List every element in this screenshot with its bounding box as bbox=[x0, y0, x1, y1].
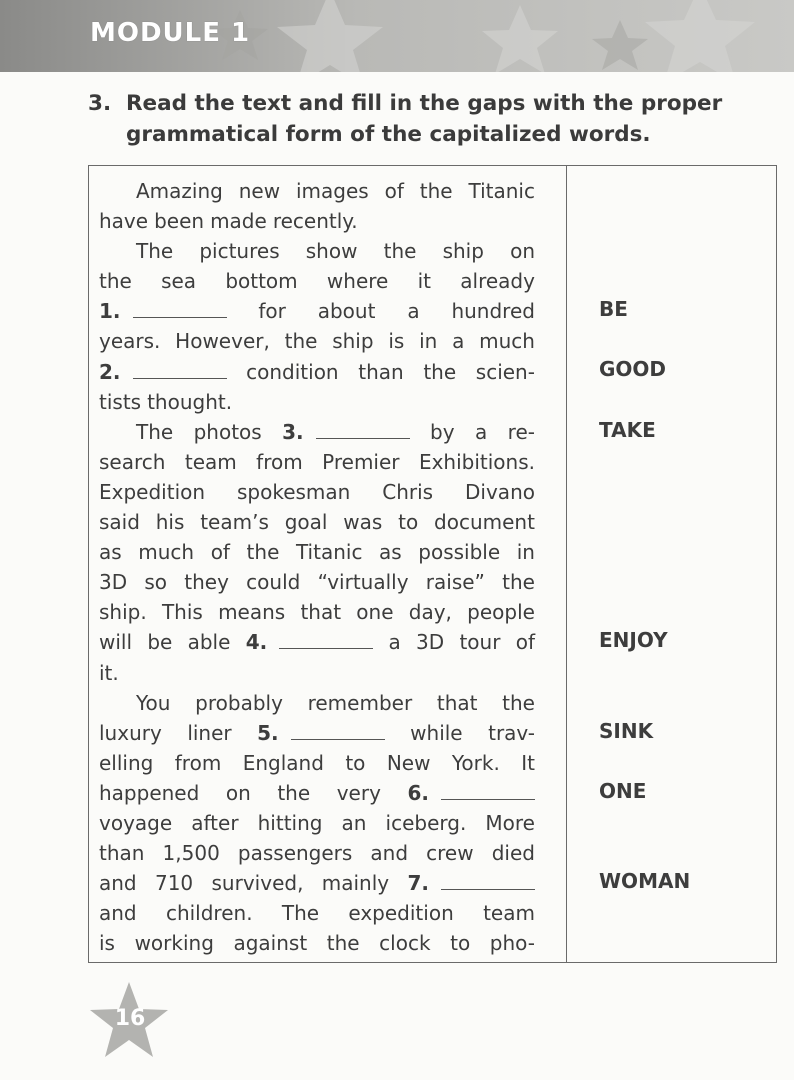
word: is bbox=[99, 931, 115, 956]
word: in bbox=[419, 329, 438, 354]
passage-line bbox=[99, 296, 535, 326]
keyword-good: GOOD bbox=[599, 357, 667, 381]
word: crew bbox=[426, 841, 474, 866]
word: much bbox=[138, 540, 195, 565]
word: on bbox=[225, 780, 251, 805]
word: ship. bbox=[99, 600, 147, 625]
word: ship bbox=[332, 329, 374, 354]
word: scien- bbox=[475, 359, 535, 384]
word: More bbox=[485, 810, 535, 835]
word: voyage bbox=[99, 810, 173, 835]
module-header bbox=[0, 0, 794, 72]
word: a bbox=[452, 329, 465, 354]
word: condition bbox=[246, 359, 339, 384]
word: You bbox=[136, 690, 171, 715]
word: It bbox=[521, 750, 535, 775]
word: bottom bbox=[225, 269, 298, 294]
word: where bbox=[326, 269, 389, 294]
gap-number: 5. bbox=[257, 720, 279, 745]
word: after bbox=[191, 810, 239, 835]
word: the bbox=[419, 179, 453, 203]
gap-7 bbox=[407, 868, 535, 898]
gap-2 bbox=[99, 357, 227, 387]
word: for bbox=[258, 299, 286, 324]
passage-line bbox=[99, 898, 535, 928]
word: tists bbox=[99, 389, 142, 414]
word: the bbox=[99, 269, 132, 294]
passage-line bbox=[99, 507, 535, 537]
passage-line bbox=[99, 447, 535, 477]
word: team’s bbox=[200, 510, 269, 535]
word: as bbox=[99, 540, 122, 565]
word: it. bbox=[99, 660, 119, 685]
keyword-be: BE bbox=[599, 297, 628, 321]
gap-number: 3. bbox=[282, 419, 304, 444]
gap-5 bbox=[257, 718, 385, 748]
word: images bbox=[295, 179, 369, 203]
keyword-one: ONE bbox=[599, 779, 647, 803]
word: remember bbox=[307, 690, 413, 715]
word: 710 bbox=[154, 871, 194, 896]
gap-number: 6. bbox=[407, 780, 429, 805]
word: spokesman bbox=[236, 479, 351, 504]
passage-line bbox=[99, 387, 535, 417]
word: The bbox=[281, 901, 320, 926]
gap-4 bbox=[246, 627, 374, 657]
word: hundred bbox=[451, 299, 535, 324]
gap-blank bbox=[291, 725, 385, 740]
word: The bbox=[136, 239, 174, 264]
column-divider bbox=[566, 166, 567, 962]
word: while bbox=[410, 720, 463, 745]
word: could bbox=[246, 570, 301, 595]
word: raise” bbox=[425, 570, 485, 595]
word: Expedition bbox=[99, 479, 206, 504]
keyword-take: TAKE bbox=[599, 418, 656, 442]
word: to bbox=[398, 510, 419, 535]
passage-line bbox=[99, 868, 535, 898]
word: “virtually bbox=[317, 570, 409, 595]
word: the bbox=[277, 780, 311, 805]
word: against bbox=[233, 931, 308, 956]
word: been bbox=[154, 209, 205, 234]
word: iceberg. bbox=[385, 810, 467, 835]
word: able bbox=[187, 630, 231, 655]
gap-number: 4. bbox=[245, 630, 268, 655]
word: will bbox=[99, 630, 133, 655]
passage-line bbox=[99, 266, 535, 296]
word: to bbox=[345, 750, 366, 775]
gap-blank bbox=[133, 303, 227, 318]
word: the bbox=[383, 239, 417, 264]
word: have bbox=[99, 209, 149, 234]
passage-line bbox=[99, 477, 535, 507]
word: died bbox=[491, 841, 535, 866]
word: Premier bbox=[322, 449, 400, 474]
word: team bbox=[184, 449, 237, 474]
word: probably bbox=[195, 690, 283, 715]
word: working bbox=[134, 931, 214, 956]
word: possible bbox=[418, 540, 501, 565]
passage-line bbox=[99, 537, 535, 567]
word: Titanic bbox=[295, 540, 363, 565]
word: York. bbox=[451, 750, 500, 775]
word: tour bbox=[459, 630, 501, 655]
word: very bbox=[336, 780, 381, 805]
word: said bbox=[99, 510, 140, 535]
word: one bbox=[356, 600, 394, 625]
keyword-woman: WOMAN bbox=[599, 869, 691, 893]
word: hitting bbox=[257, 810, 323, 835]
word: so bbox=[144, 570, 168, 595]
word: document bbox=[434, 510, 535, 535]
word: survived, bbox=[211, 871, 304, 896]
word: the bbox=[246, 540, 280, 565]
gap-blank bbox=[441, 785, 535, 800]
word: children. bbox=[165, 901, 253, 926]
word: much bbox=[479, 329, 535, 354]
gap-blank bbox=[316, 424, 410, 439]
gap-blank bbox=[279, 634, 373, 649]
word: on bbox=[510, 239, 535, 264]
module-label: MODULE 1 bbox=[90, 18, 251, 48]
word: luxury bbox=[99, 720, 162, 745]
gap-number: 2. bbox=[99, 359, 121, 384]
passage-line bbox=[99, 838, 535, 868]
word: that bbox=[436, 690, 478, 715]
passage-text bbox=[99, 176, 535, 958]
word: in bbox=[516, 540, 535, 565]
word: pictures bbox=[199, 239, 280, 264]
word: the bbox=[502, 570, 535, 595]
keyword-sink: SINK bbox=[599, 719, 654, 743]
word: ship bbox=[442, 239, 484, 264]
gap-1 bbox=[99, 296, 227, 326]
word: show bbox=[305, 239, 358, 264]
passage-line bbox=[99, 326, 535, 356]
word: elling bbox=[99, 750, 154, 775]
keyword-enjoy: ENJOY bbox=[599, 628, 668, 652]
word: of bbox=[384, 179, 404, 203]
word: from bbox=[174, 750, 222, 775]
word: years. bbox=[99, 329, 161, 354]
word: be bbox=[147, 630, 173, 655]
word: that bbox=[300, 600, 342, 625]
word: the bbox=[284, 329, 318, 354]
passage-line bbox=[99, 778, 535, 808]
word: and bbox=[370, 841, 409, 866]
passage-line bbox=[99, 658, 535, 688]
word: photos bbox=[193, 419, 262, 444]
word: a bbox=[388, 630, 401, 655]
gap-number: 7. bbox=[407, 871, 429, 896]
word: England bbox=[242, 750, 324, 775]
word: The bbox=[136, 419, 174, 444]
word: and bbox=[99, 871, 137, 896]
word: and bbox=[99, 901, 137, 926]
word: from bbox=[256, 449, 303, 474]
word: they bbox=[184, 570, 229, 595]
passage-line bbox=[99, 206, 535, 236]
word: trav- bbox=[488, 720, 535, 745]
passage-line bbox=[99, 928, 535, 958]
word: thought. bbox=[147, 389, 233, 414]
passage-line bbox=[99, 808, 535, 838]
word: means bbox=[218, 600, 286, 625]
word: sea bbox=[161, 269, 197, 294]
word: Chris bbox=[382, 479, 434, 504]
passage-line bbox=[99, 597, 535, 627]
word: goal bbox=[284, 510, 328, 535]
task-heading bbox=[88, 88, 788, 150]
word: it bbox=[417, 269, 431, 294]
word: than bbox=[358, 359, 404, 384]
word: his bbox=[155, 510, 185, 535]
passage-line bbox=[99, 417, 535, 447]
task-instruction-line-1: Read the text and fill in the gaps with the proper bbox=[126, 91, 723, 116]
word: This bbox=[161, 600, 203, 625]
task-instruction-line-2: grammatical form of the capitalized words. bbox=[126, 122, 651, 147]
gap-blank bbox=[133, 364, 227, 379]
word: 1,500 bbox=[162, 841, 220, 866]
passage-line bbox=[99, 357, 535, 387]
word: team bbox=[483, 901, 535, 926]
word: of bbox=[210, 540, 230, 565]
passage-line bbox=[99, 748, 535, 778]
word: the bbox=[423, 359, 457, 384]
passage-line bbox=[99, 688, 535, 718]
word: liner bbox=[187, 720, 232, 745]
word: as bbox=[379, 540, 402, 565]
word: than bbox=[99, 841, 145, 866]
word: Exhibitions. bbox=[418, 449, 535, 474]
page-number: 16 bbox=[114, 1006, 146, 1031]
word: re- bbox=[507, 419, 535, 444]
passage-line bbox=[99, 718, 535, 748]
word: already bbox=[460, 269, 535, 294]
word: recently. bbox=[272, 209, 358, 234]
word: a bbox=[474, 419, 488, 444]
word: about bbox=[317, 299, 376, 324]
gap-blank bbox=[441, 875, 535, 890]
word: 3D bbox=[416, 630, 445, 655]
word: day, bbox=[408, 600, 452, 625]
gap-3 bbox=[282, 417, 410, 447]
word: New bbox=[386, 750, 431, 775]
passage-line bbox=[99, 176, 535, 206]
word: mainly bbox=[321, 871, 390, 896]
word: passengers bbox=[237, 841, 353, 866]
word: of bbox=[515, 630, 535, 655]
word: is bbox=[388, 329, 405, 354]
word: to bbox=[450, 931, 471, 956]
word: 3D bbox=[99, 570, 128, 595]
word: search bbox=[99, 449, 166, 474]
exercise-table bbox=[88, 165, 777, 963]
word: Titanic bbox=[468, 179, 535, 203]
word: a bbox=[407, 299, 420, 324]
word: people bbox=[467, 600, 535, 625]
word: Divano bbox=[465, 479, 535, 504]
word: new bbox=[238, 179, 281, 203]
word: by bbox=[430, 419, 455, 444]
gap-number: 1. bbox=[99, 299, 121, 324]
word: Amazing bbox=[136, 179, 223, 203]
word: happened bbox=[99, 780, 200, 805]
passage-line bbox=[99, 627, 535, 657]
word: clock bbox=[379, 931, 431, 956]
gap-6 bbox=[407, 778, 535, 808]
word: was bbox=[343, 510, 383, 535]
word: expedition bbox=[348, 901, 454, 926]
word: made bbox=[210, 209, 267, 234]
task-number: 3. bbox=[88, 91, 112, 116]
passage-line bbox=[99, 567, 535, 597]
word: an bbox=[341, 810, 367, 835]
word: However, bbox=[175, 329, 270, 354]
word: the bbox=[502, 690, 535, 715]
passage-line bbox=[99, 236, 535, 266]
word: pho- bbox=[489, 931, 535, 956]
word: the bbox=[326, 931, 360, 956]
